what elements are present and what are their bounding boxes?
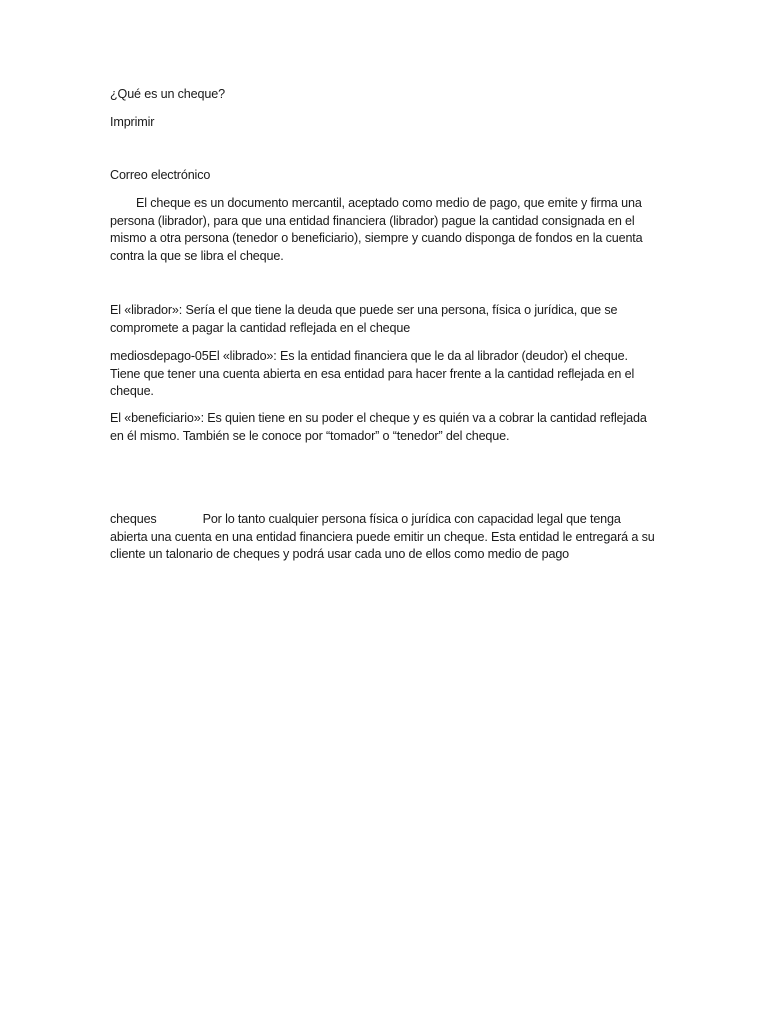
cheque-definition-paragraph: El cheque es un documento mercantil, aceptado como medio de pago, que emite y firma una persona (librador), para que una entidad financiera (librador) pague la cantidad consignada en el mismo a otra persona (tenedor o beneficiario), siempre y cuando disponga de fondos en la cuenta contra la que se libra el cheque. [110, 196, 643, 263]
librador-paragraph: El «librador»: Sería el que tiene la deuda que puede ser una persona, física o jurídica, que se compromete a pagar la cantidad reflejada en el cheque [110, 303, 618, 335]
beneficiario-paragraph: El «beneficiario»: Es quien tiene en su poder el cheque y es quién va a cobrar la cantidad reflejada en él mismo. También se le conoce por “tomador” o “tenedor” del cheque. [110, 411, 647, 443]
email-link[interactable]: Correo electrónico [110, 168, 211, 182]
librado-paragraph: mediosdepago-05El «librado»: Es la entidad financiera que le da al librador (deudor) el cheque. Tiene que tener una cuenta abierta en esa entidad para hacer frente a la cantidad reflejada en el cheque. [110, 349, 635, 399]
print-link[interactable]: Imprimir [110, 115, 155, 129]
cheques-text: Por lo tanto cualquier persona física o jurídica con capacidad legal que tenga abierta una cuenta en una entidad financiera puede emitir un cheque. Esta entidad le entregará a su cliente un talonario de cheques y podrá usar cada uno de ellos como medio de pago [110, 512, 655, 562]
page-title: ¿Qué es un cheque? [110, 87, 225, 101]
cheques-label: cheques [110, 512, 157, 526]
cheques-paragraph [110, 511, 660, 564]
